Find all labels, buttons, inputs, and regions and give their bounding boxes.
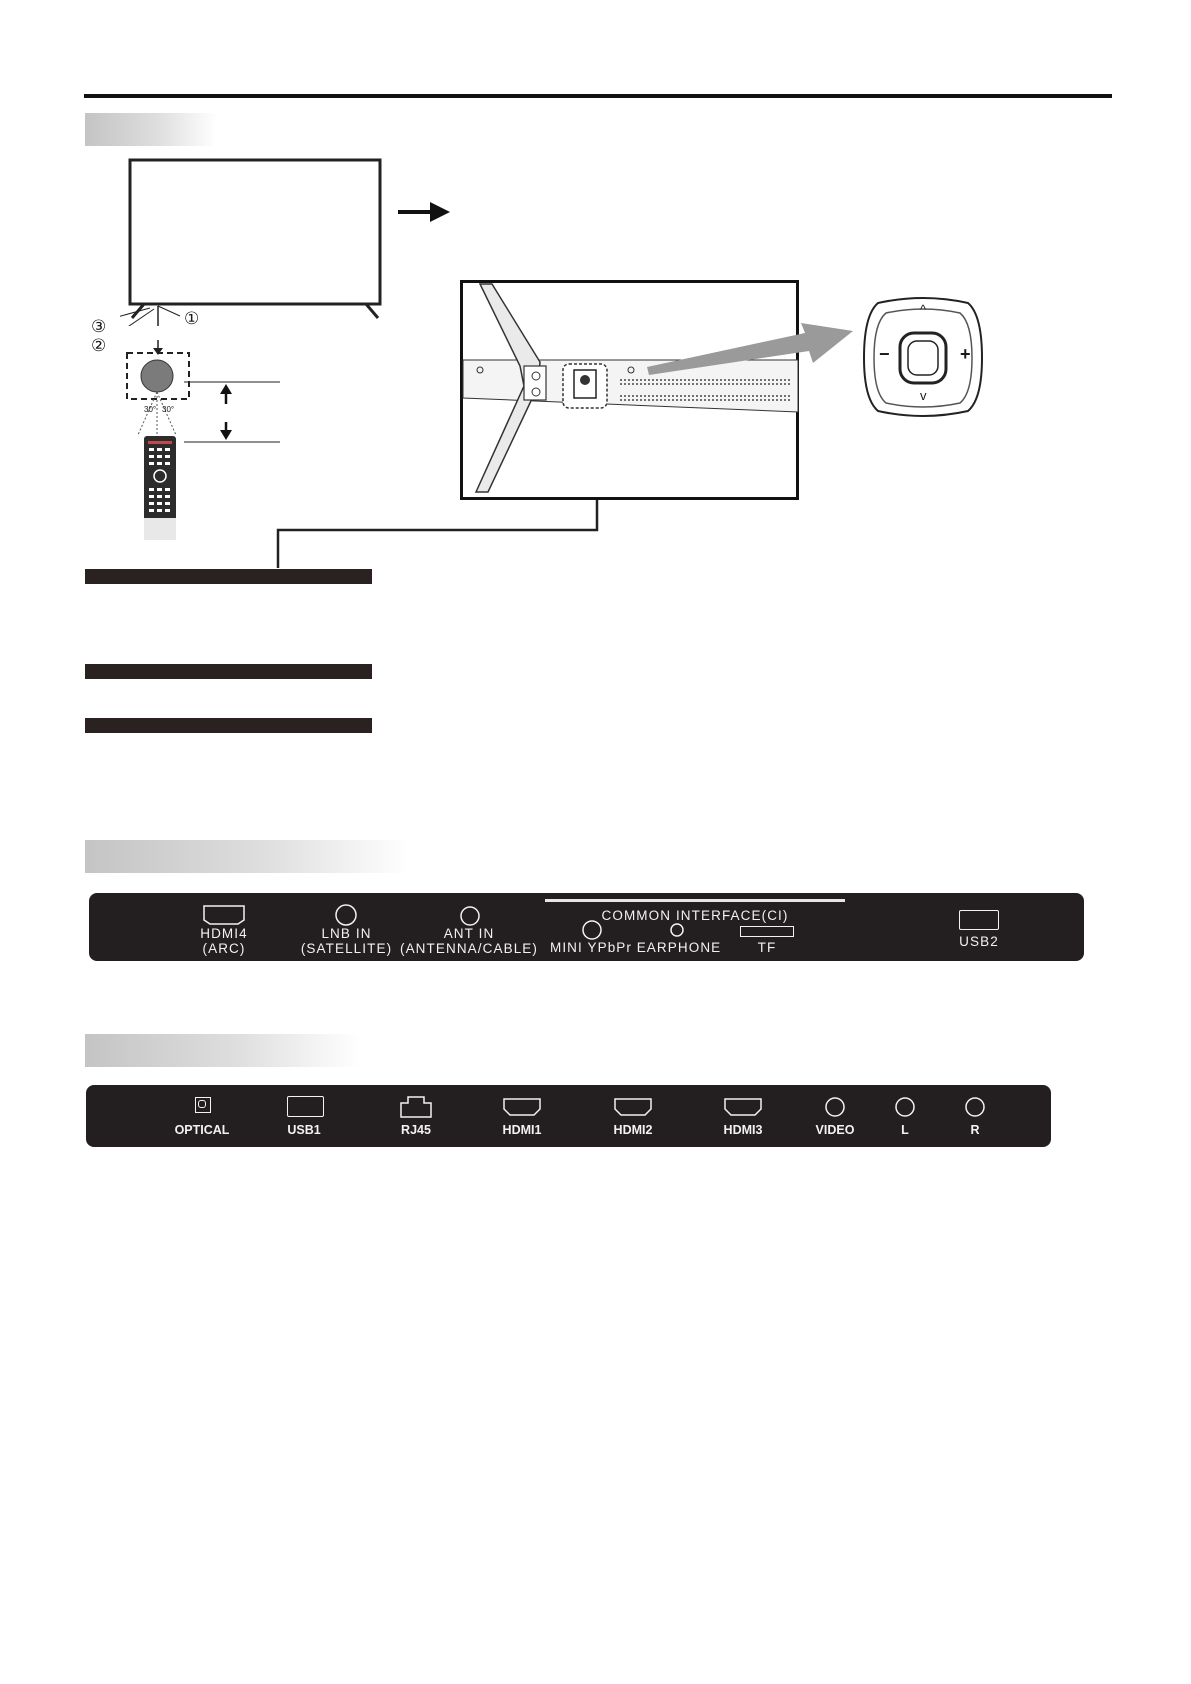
port-optical[interactable]: OPTICAL — [174, 1123, 230, 1137]
port-hdmi2[interactable]: HDMI2 — [613, 1123, 653, 1137]
section-tab-bottom-panel — [85, 1034, 360, 1067]
port-hdmi4[interactable]: HDMI4 (ARC) — [200, 926, 248, 956]
ant-port-icon — [459, 905, 481, 927]
rj45-port-icon — [399, 1095, 433, 1119]
ypbpr-port-icon — [581, 919, 603, 941]
port-lnb-in[interactable]: LNB IN (SATELLITE) — [300, 926, 393, 956]
callout-connector — [270, 500, 600, 570]
port-mini-ypbpr[interactable]: MINI YPbPr — [549, 940, 633, 955]
top-rule — [84, 94, 1112, 98]
hdmi1-port-icon — [502, 1097, 542, 1117]
joystick-down-icon: v — [920, 388, 927, 403]
joystick-up-icon: ^ — [920, 302, 927, 317]
side-connector-panel — [89, 893, 1084, 961]
tv-label-1: ① — [184, 309, 200, 328]
label-bar-3 — [85, 718, 372, 733]
port-rj45[interactable]: RJ45 — [401, 1123, 431, 1137]
usb1-port-icon — [287, 1096, 324, 1117]
port-audio-l[interactable]: L — [901, 1123, 909, 1137]
gray-arrow-icon — [645, 305, 860, 375]
hdmi3-port-icon — [723, 1097, 763, 1117]
tv-label-3: ③ — [91, 317, 107, 336]
remote-sensor-diagram — [120, 340, 285, 540]
port-hdmi1[interactable]: HDMI1 — [502, 1123, 542, 1137]
joystick-minus-icon: − — [879, 344, 890, 364]
hdmi2-port-icon — [613, 1097, 653, 1117]
angle-left-label: 30° — [144, 405, 157, 414]
joystick-plus-icon: + — [960, 344, 971, 364]
earphone-port-icon — [669, 922, 685, 938]
port-usb2[interactable]: USB2 — [959, 934, 999, 949]
usb-port-icon — [959, 910, 999, 930]
port-tf[interactable]: TF — [757, 940, 777, 955]
port-hdmi3[interactable]: HDMI3 — [723, 1123, 763, 1137]
ci-header: COMMON INTERFACE(CI) — [601, 908, 789, 923]
port-usb1[interactable]: USB1 — [287, 1123, 321, 1137]
ci-bracket — [545, 899, 845, 902]
tv-label-2: ② — [91, 336, 107, 355]
audio-r-jack-icon — [964, 1096, 986, 1118]
optical-port-icon — [195, 1097, 211, 1113]
audio-l-jack-icon — [894, 1096, 916, 1118]
tf-slot-icon — [740, 926, 794, 937]
port-video[interactable]: VIDEO — [815, 1123, 855, 1137]
port-ant-in[interactable]: ANT IN (ANTENNA/CABLE) — [399, 926, 539, 956]
video-jack-icon — [824, 1096, 846, 1118]
section-tab-front — [85, 113, 217, 146]
tv-front-diagram — [120, 156, 395, 326]
port-audio-r[interactable]: R — [970, 1123, 980, 1137]
hdmi-port-icon — [202, 904, 246, 926]
label-bar-2 — [85, 664, 372, 679]
right-arrow-icon — [398, 200, 452, 224]
section-tab-side-panel — [85, 840, 410, 873]
angle-right-label: 30° — [162, 405, 175, 414]
port-earphone[interactable]: EARPHONE — [636, 940, 722, 955]
lnb-port-icon — [334, 903, 358, 927]
bottom-connector-panel — [86, 1085, 1051, 1147]
label-bar-1 — [85, 569, 372, 584]
